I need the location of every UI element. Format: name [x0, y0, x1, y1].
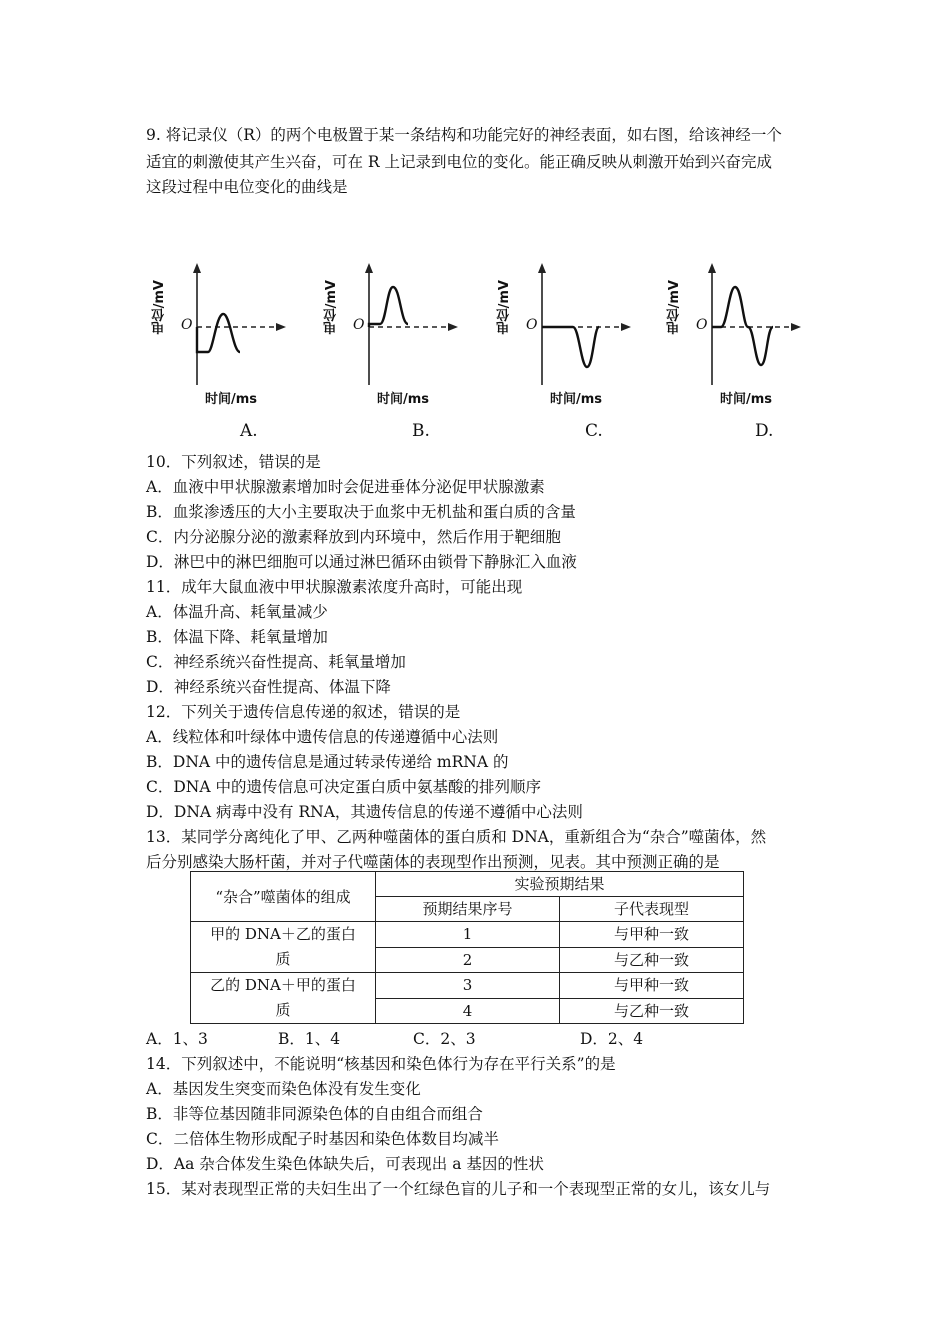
graph-d-caption: D.	[755, 421, 774, 441]
q10-option-a: A．血液中甲状腺激素增加时会促进垂体分泌促甲状腺激素	[146, 478, 545, 496]
q13-line-2: 后分别感染大肠杆菌，并对子代噬菌体的表现型作出预测，见表。其中预测正确的是	[146, 853, 720, 871]
table-cell-phenotype: 与乙种一致	[560, 998, 744, 1024]
phage-table	[190, 871, 744, 1024]
graph-a	[150, 255, 300, 445]
table-group-2	[191, 973, 376, 1024]
graph-d-plot	[665, 255, 815, 405]
q10-stem: 10．下列叙述，错误的是	[146, 453, 321, 471]
q14-option-d: D．Aa 杂合体发生染色体缺失后，可表现出 a 基因的性状	[146, 1155, 544, 1173]
q12-option-c: C．DNA 中的遗传信息可决定蛋白质中氨基酸的排列顺序	[146, 778, 541, 796]
q10-option-d: D．淋巴中的淋巴细胞可以通过淋巴循环由锁骨下静脉汇入血液	[146, 553, 577, 571]
graph-b-origin: O	[353, 317, 365, 333]
graph-c	[495, 255, 645, 445]
q15-line-1: 15．某对表现型正常的夫妇生出了一个红绿色盲的儿子和一个表现型正常的女儿，该女儿与	[146, 1180, 771, 1198]
q13-option-d: D．2、4	[580, 1030, 644, 1048]
table-group-2-line-1: 乙的 DNA＋甲的蛋白	[210, 976, 356, 994]
q11-option-c: C．神经系统兴奋性提高、耗氧量增加	[146, 653, 406, 671]
q14-stem: 14．下列叙述中，不能说明“核基因和染色体行为存在平行关系”的是	[146, 1055, 616, 1073]
graph-b-caption: B.	[412, 421, 430, 441]
graph-d-origin: O	[696, 317, 708, 333]
graph-c-origin: O	[526, 317, 538, 333]
table-cell-seq: 1	[376, 922, 560, 948]
q13-option-a: A．1、3	[146, 1030, 208, 1048]
q10-option-b: B．血浆渗透压的大小主要取决于血浆中无机盐和蛋白质的含量	[146, 503, 576, 521]
q14-option-c: C．二倍体生物形成配子时基因和染色体数目均减半	[146, 1130, 499, 1148]
graph-a-plot	[150, 255, 300, 405]
graph-d	[665, 255, 815, 445]
q12-stem: 12．下列关于遗传信息传递的叙述，错误的是	[146, 703, 461, 721]
q9-line-2: 适宜的刺激使其产生兴奋，可在 R 上记录到电位的变化。能正确反映从刺激开始到兴奋完成	[146, 153, 773, 171]
q12-option-d: D．DNA 病毒中没有 RNA，其遗传信息的传递不遵循中心法则	[146, 803, 583, 821]
table-group-1-line-2: 质	[275, 950, 291, 968]
graph-a-origin: O	[181, 317, 193, 333]
q12-option-a: A．线粒体和叶绿体中遗传信息的传递遵循中心法则	[146, 728, 499, 746]
table-cell-seq: 4	[376, 998, 560, 1024]
q13-option-c: C．2、3	[413, 1030, 476, 1048]
q13-option-b: B．1、4	[278, 1030, 341, 1048]
graph-c-caption: C.	[585, 421, 603, 441]
table-cell-phenotype: 与乙种一致	[560, 947, 744, 973]
table-cell-phenotype: 与甲种一致	[560, 973, 744, 999]
table-header-result: 实验预期结果	[376, 872, 744, 897]
q14-option-a: A．基因发生突变而染色体没有发生变化	[146, 1080, 421, 1098]
q11-stem: 11．成年大鼠血液中甲状腺激素浓度升高时，可能出现	[146, 578, 523, 596]
q9-line-3: 这段过程中电位变化的曲线是	[146, 178, 348, 196]
table-cell-seq: 3	[376, 973, 560, 999]
graph-a-xlabel: 时间/ms	[205, 392, 258, 407]
table-group-2-line-2: 质	[275, 1001, 291, 1019]
graph-b-plot	[322, 255, 472, 405]
table-group-1-line-1: 甲的 DNA＋乙的蛋白	[210, 925, 356, 943]
q11-option-b: B．体温下降、耗氧量增加	[146, 628, 328, 646]
q11-option-d: D．神经系统兴奋性提高、体温下降	[146, 678, 391, 696]
graph-d-xlabel: 时间/ms	[720, 392, 773, 407]
table-header-seq: 预期结果序号	[376, 897, 560, 922]
q12-option-b: B．DNA 中的遗传信息是通过转录传递给 mRNA 的	[146, 753, 509, 771]
graph-c-ylabel: 电位/mV	[497, 280, 512, 335]
graph-b-xlabel: 时间/ms	[377, 392, 430, 407]
graph-a-caption: A.	[240, 421, 258, 441]
table-header-combo: “杂合”噬菌体的组成	[191, 872, 376, 922]
q10-option-c: C．内分泌腺分泌的激素释放到内环境中，然后作用于靶细胞	[146, 528, 561, 546]
q13-line-1: 13．某同学分离纯化了甲、乙两种噬菌体的蛋白质和 DNA，重新组合为“杂合”噬菌体，然	[146, 828, 767, 846]
table-group-1	[191, 922, 376, 973]
graph-b-ylabel: 电位/mV	[324, 280, 339, 335]
potential-graphs	[150, 255, 810, 445]
graph-c-plot	[495, 255, 645, 405]
q11-option-a: A．体温升高、耗氧量减少	[146, 603, 328, 621]
graph-b	[322, 255, 472, 445]
graph-a-ylabel: 电位/mV	[152, 280, 167, 335]
graph-c-xlabel: 时间/ms	[550, 392, 603, 407]
table-cell-seq: 2	[376, 947, 560, 973]
q14-option-b: B．非等位基因随非同源染色体的自由组合而组合	[146, 1105, 483, 1123]
table-header-phenotype: 子代表现型	[560, 897, 744, 922]
q9-line-1: 9. 将记录仪（R）的两个电极置于某一条结构和功能完好的神经表面，如右图，给该神经一个	[146, 126, 782, 144]
table-cell-phenotype: 与甲种一致	[560, 922, 744, 948]
graph-d-ylabel: 电位/mV	[667, 280, 682, 335]
